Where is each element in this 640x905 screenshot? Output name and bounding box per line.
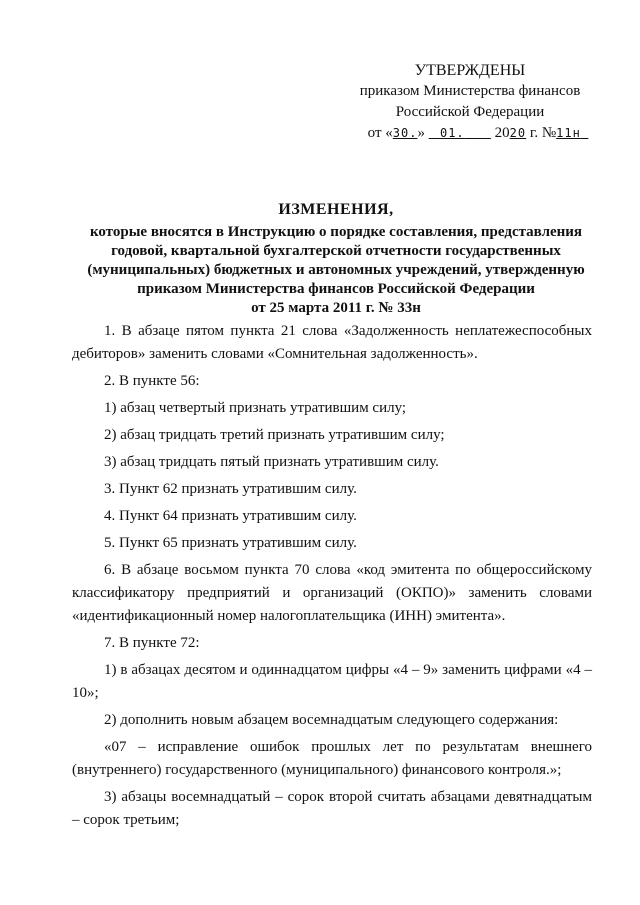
approval-block	[300, 60, 640, 144]
order-number: 11н	[556, 126, 581, 140]
paragraph: 2. В пункте 56:	[104, 373, 200, 389]
document-body	[72, 320, 592, 836]
paragraph: 1) абзац четвертый признать утратившим силу;	[104, 400, 407, 416]
title-line: от 25 марта 2011 г. № 33н	[251, 300, 421, 316]
paragraph: 3) абзац тридцать пятый признать утратившим силу.	[104, 454, 439, 470]
title-heading: ИЗМЕНЕНИЯ,	[278, 201, 394, 218]
paragraph: 4. Пункт 64 признать утратившим силу.	[104, 508, 357, 524]
date-month: 01.	[439, 126, 465, 140]
approval-line-1: приказом Министерства финансов	[359, 83, 581, 99]
paragraph: 3. Пункт 62 признать утратившим силу.	[104, 481, 357, 497]
number-prefix: г. №	[526, 125, 557, 141]
paragraph: 2) абзац тридцать третий признать утратившим силу;	[104, 427, 445, 443]
paragraph: 2) дополнить новым абзацем восемнадцатым следующего содержания:	[104, 712, 559, 728]
approval-date-line	[308, 123, 640, 144]
date-prefix: от «	[367, 125, 393, 141]
paragraph: 3) абзацы восемнадцатый – сорок второй считать абзацами девятнадцатым – сорок третьим;	[72, 789, 592, 828]
paragraph: 6. В абзаце восьмом пункта 70 слова «код эмитента по общероссийскому классификатору предприятий и организаций (ОКПО)» заменить словами «идентификационный номер налогоплательщика (ИНН) эмитента».	[72, 562, 592, 624]
title-line: (муниципальных) бюджетных и автономных учреждений, утвержденную	[87, 262, 585, 278]
approval-heading: УТВЕРЖДЕНЫ	[414, 62, 526, 79]
document-title	[80, 200, 592, 318]
title-line: которые вносятся в Инструкцию о порядке составления, представления	[89, 224, 583, 240]
title-line: годовой, квартальной бухгалтерской отчетности государственных	[111, 243, 561, 259]
year-prefix: 20	[494, 125, 510, 141]
date-mid: »	[417, 125, 429, 141]
year-suffix: 20	[509, 126, 527, 140]
paragraph: 1. В абзаце пятом пункта 21 слова «Задолженность неплатежеспособных дебиторов» заменить словами «Сомнительная задолженность».	[72, 323, 592, 362]
paragraph: 5. Пункт 65 признать утратившим силу.	[104, 535, 357, 551]
approval-line-2: Российской Федерации	[395, 104, 545, 120]
paragraph: 7. В пункте 72:	[104, 635, 200, 651]
date-day: 30.	[392, 126, 418, 140]
paragraph: 1) в абзацах десятом и одиннадцатом цифры «4 – 9» заменить цифрами «4 – 10»;	[72, 662, 592, 701]
title-line: приказом Министерства финансов Российской Федерации	[137, 281, 535, 297]
paragraph: «07 – исправление ошибок прошлых лет по результатам внешнего (внутреннего) государственного (муниципального) финансового контроля.»;	[72, 739, 592, 778]
